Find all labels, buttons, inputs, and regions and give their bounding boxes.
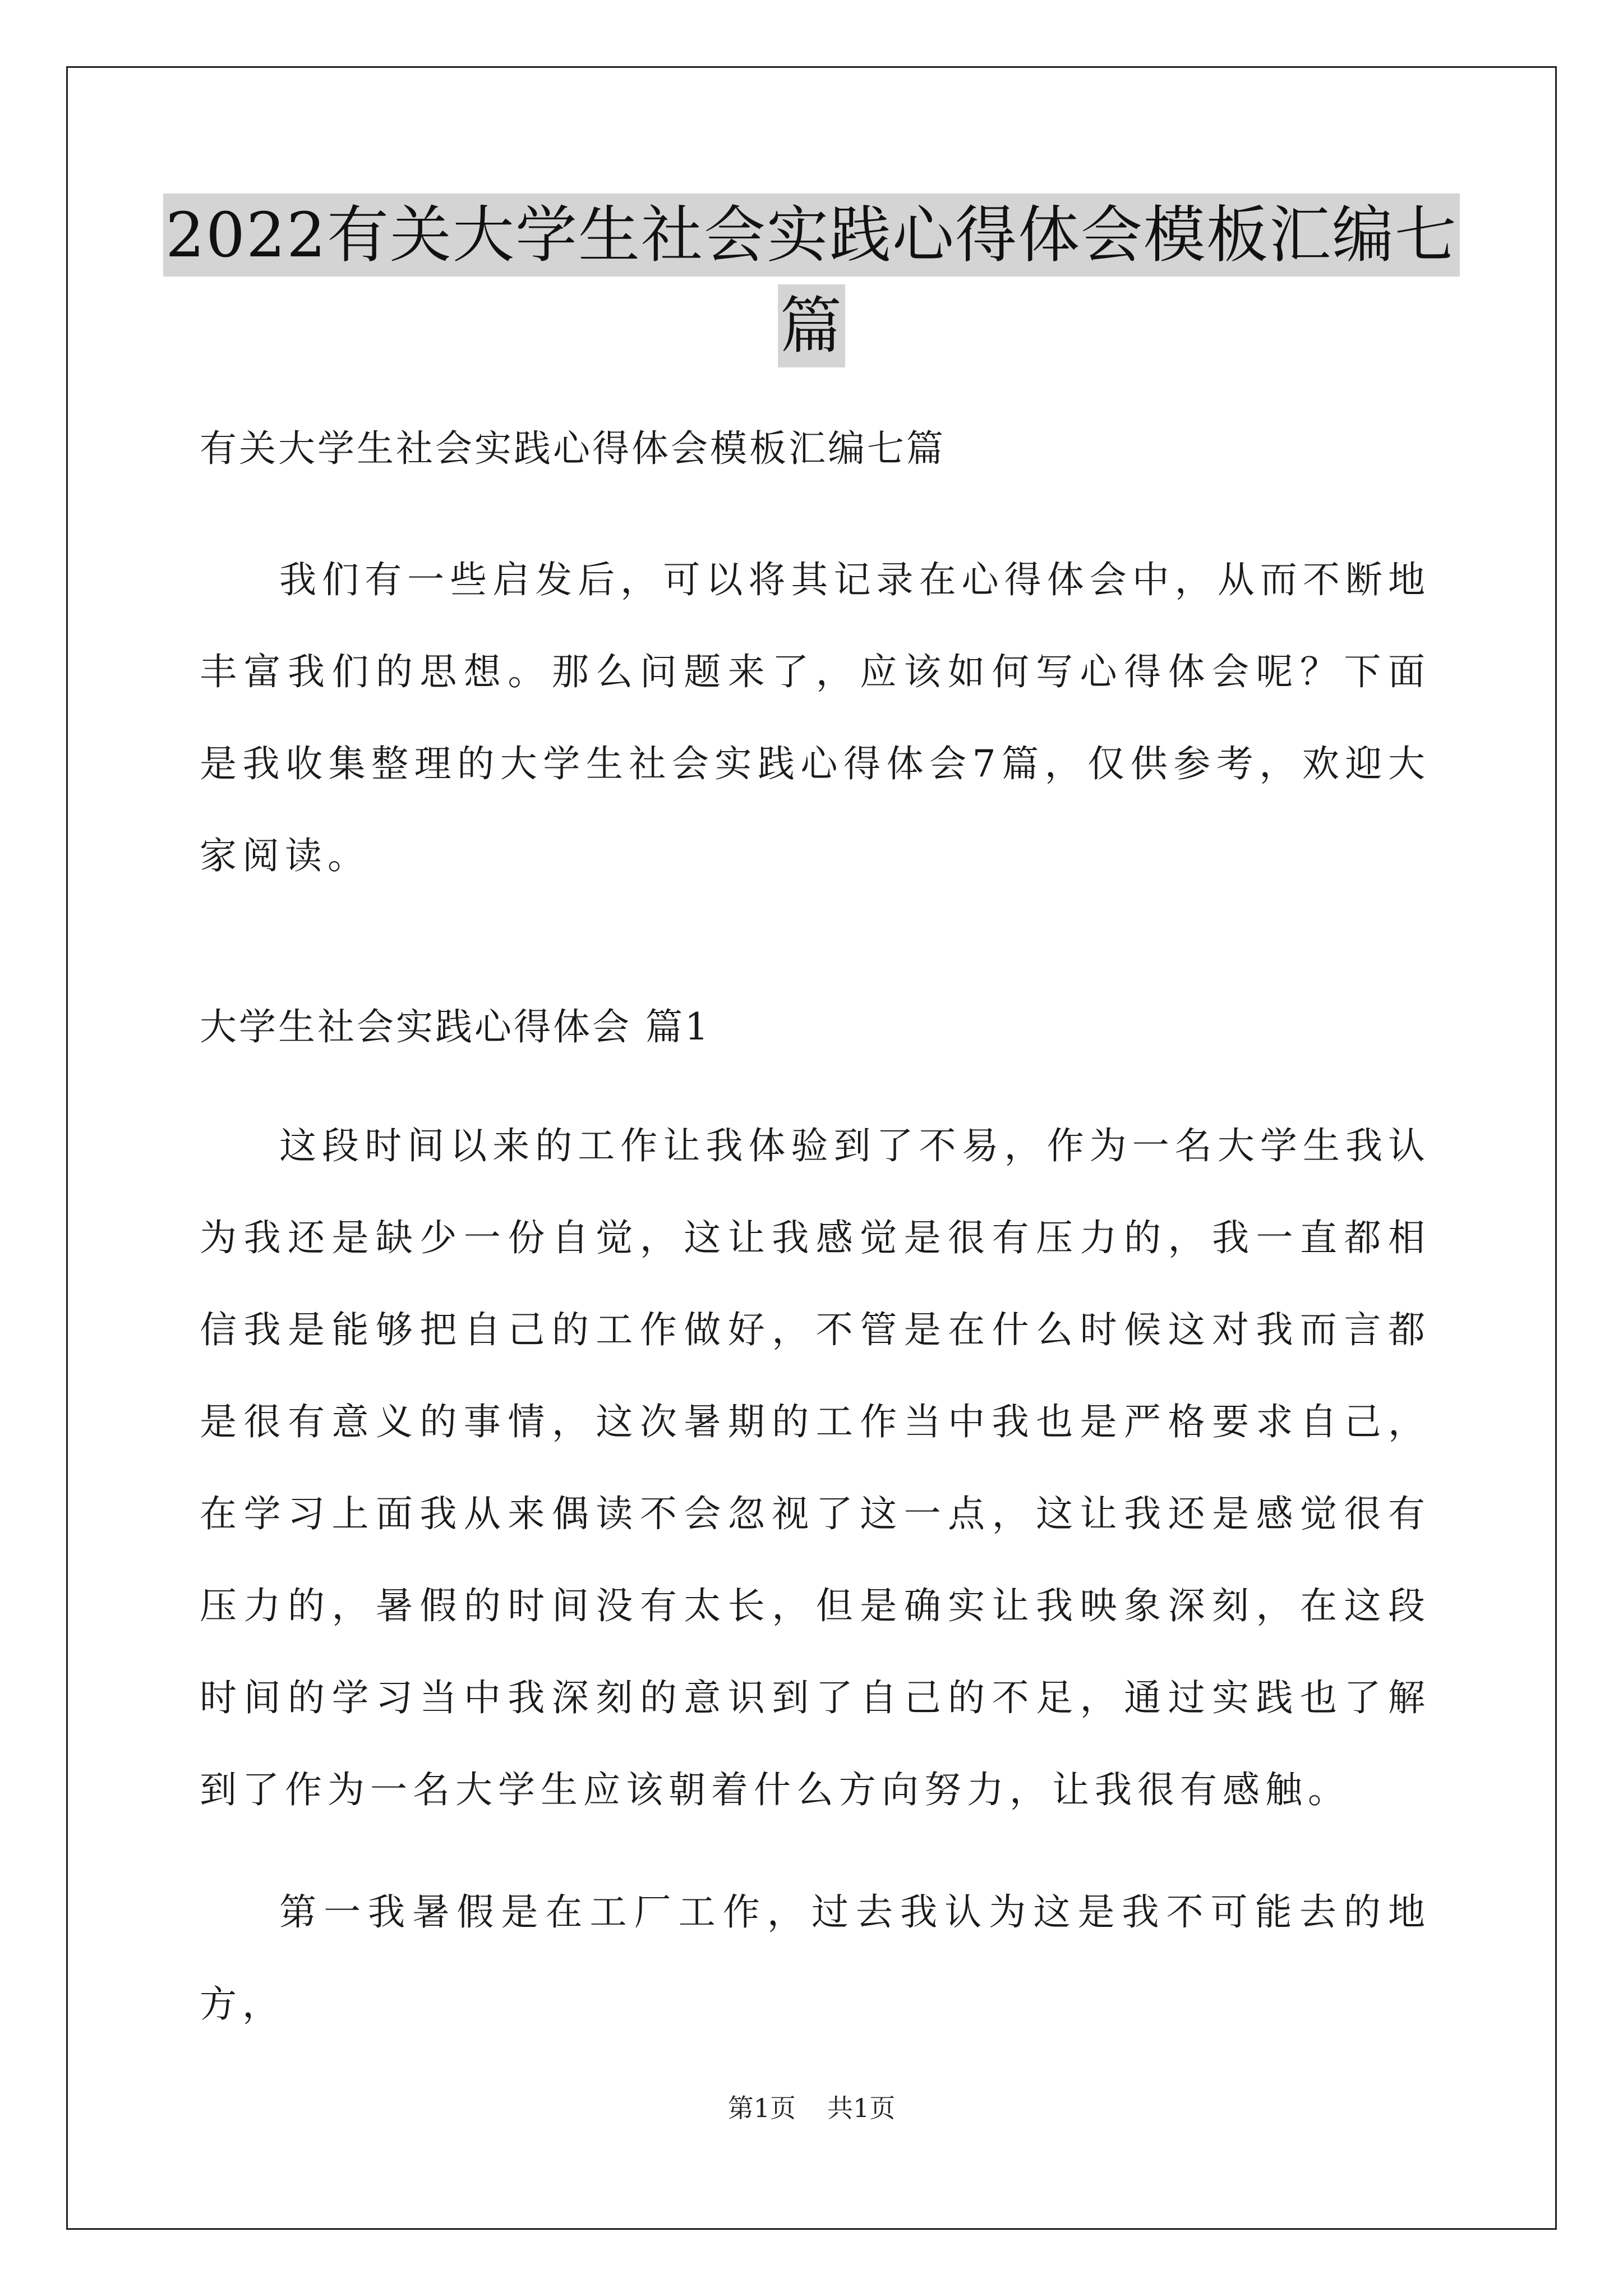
subtitle: 有关大学生社会实践心得体会模板汇编七篇 bbox=[200, 427, 946, 470]
title-line-1: 2022有关大学生社会实践心得体会模板汇编七 bbox=[163, 194, 1460, 277]
document-body bbox=[200, 426, 1431, 2050]
body-paragraph: 这段时间以来的工作让我体验到了不易，作为一名大学生我认为我还是缺少一份自觉，这让我感觉是很有压力的，我一直都相信我是能够把自己的工作做好，不管是在什么时候这对我而言都是很有意义的事情，这次暑期的工作当中我也是严格要求自己，在学习上面我从来偶读不会忽视了这一点，这让我还是感觉很有压力的，暑假的时间没有太长，但是确实让我映象深刻，在这段时间的学习当中我深刻的意识到了自己的不足，通过实践也了解到了作为一名大学生应该朝着什么方向努力，让我很有感触。 bbox=[200, 1124, 1431, 1811]
section-heading: 大学生社会实践心得体会 篇1 bbox=[200, 1005, 711, 1048]
page-number: 第1页 bbox=[727, 2093, 796, 2123]
body-paragraph: 第一我暑假是在工厂工作，过去我认为这是我不可能去的地方， bbox=[200, 1890, 1431, 2026]
title-line-2: 篇 bbox=[778, 284, 845, 367]
page-footer bbox=[66, 2092, 1557, 2124]
document-title bbox=[66, 194, 1557, 367]
intro-paragraph: 我们有一些启发后，可以将其记录在心得体会中，从而不断地丰富我们的思想。那么问题来了，应该如何写心得体会呢？下面是我收集整理的大学生社会实践心得体会7篇，仅供参考，欢迎大家阅读。 bbox=[200, 558, 1431, 877]
page-total: 共1页 bbox=[827, 2093, 896, 2123]
